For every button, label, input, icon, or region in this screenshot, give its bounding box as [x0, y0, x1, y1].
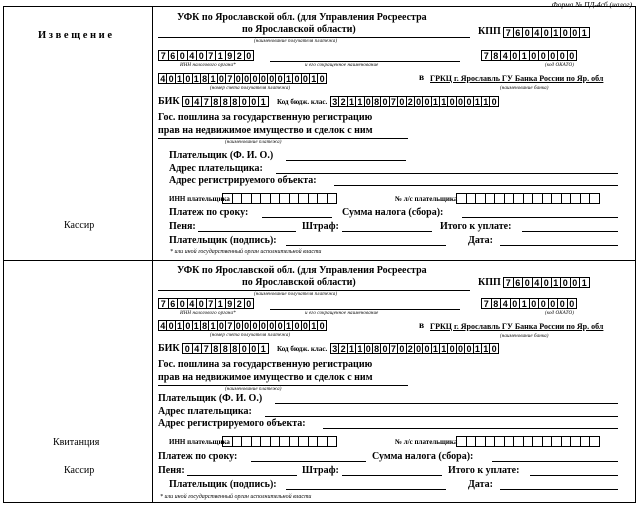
kpp-digit[interactable]: 6	[513, 277, 524, 288]
payment-due-label: Платеж по сроку:	[169, 207, 249, 218]
purpose-underline	[158, 385, 408, 386]
payer-inn-cells	[222, 436, 336, 447]
bank-name: ГРКЦ г. Ярославль ГУ Банка России по Яр. обл	[430, 322, 604, 331]
okato-caption: (код ОКАТО)	[545, 63, 574, 68]
tax-amount-line[interactable]	[492, 461, 618, 462]
inn-digit[interactable]: 6	[168, 298, 179, 309]
account-digit[interactable]: 4	[158, 320, 167, 331]
account-digit[interactable]: 1	[284, 320, 293, 331]
recipient-line2: по Ярославской области)	[242, 24, 356, 35]
kbk-digit[interactable]: 0	[447, 343, 456, 354]
okato-digit[interactable]: 0	[529, 50, 540, 61]
receipt-title: Квитанция	[53, 437, 100, 448]
kbk-digit[interactable]: 1	[355, 96, 364, 107]
account-digit[interactable]: 0	[242, 73, 251, 84]
payer-line[interactable]	[275, 403, 618, 404]
kpp-digit[interactable]: 6	[513, 27, 524, 38]
short-name-line	[270, 61, 460, 62]
payment-due-line[interactable]	[262, 217, 332, 218]
kpp-digit[interactable]: 1	[579, 27, 590, 38]
kbk-digit[interactable]: 0	[464, 96, 473, 107]
okato-digit[interactable]: 8	[491, 298, 502, 309]
bik-digit[interactable]: 0	[249, 343, 260, 354]
payer-account-label: № л/с плательщика	[395, 195, 458, 203]
kbk-cells	[330, 343, 498, 354]
signature-line[interactable]	[286, 245, 446, 246]
account-cells	[158, 73, 326, 84]
bik-digit[interactable]: 7	[201, 96, 212, 107]
account-digit[interactable]: 1	[192, 73, 201, 84]
payer-inn-cell[interactable]	[327, 436, 338, 447]
account-digit[interactable]: 0	[250, 73, 259, 84]
kbk-digit[interactable]: 1	[347, 96, 356, 107]
bik-digit[interactable]: 0	[182, 343, 193, 354]
kbk-digit[interactable]: 0	[456, 96, 465, 107]
account-digit[interactable]: 0	[166, 320, 175, 331]
okato-digit[interactable]: 1	[519, 50, 530, 61]
short-name-line	[270, 309, 460, 310]
object-address-line[interactable]	[334, 185, 618, 186]
bik-cells	[182, 343, 268, 354]
fine-line[interactable]	[342, 231, 432, 232]
signature-label: Плательщик (подпись):	[169, 235, 277, 246]
purpose-line1: Гос. пошлина за государственную регистрацию	[158, 112, 373, 123]
account-digit[interactable]: 0	[275, 320, 284, 331]
kbk-digit[interactable]: 0	[414, 343, 423, 354]
account-digit[interactable]: 0	[259, 320, 268, 331]
date-label: Дата:	[468, 479, 493, 490]
account-digit[interactable]: 0	[292, 73, 301, 84]
inn-digit[interactable]: 7	[206, 298, 217, 309]
payment-due-line[interactable]	[251, 461, 366, 462]
kbk-digit[interactable]: 2	[406, 343, 415, 354]
account-digit[interactable]: 0	[166, 73, 175, 84]
kbk-digit[interactable]: 1	[431, 96, 440, 107]
account-digit[interactable]: 0	[242, 320, 251, 331]
kbk-digit[interactable]: 1	[481, 343, 490, 354]
bik-digit[interactable]: 8	[220, 343, 231, 354]
tax-amount-label: Сумма налога (сбора):	[342, 207, 444, 218]
account-digit[interactable]: 0	[259, 73, 268, 84]
kpp-label: КПП	[478, 26, 501, 37]
kpp-digit[interactable]: 7	[503, 27, 514, 38]
inn-cells	[158, 50, 253, 61]
kpp-digit[interactable]: 4	[532, 27, 543, 38]
inn-digit[interactable]: 0	[177, 298, 188, 309]
kpp-digit[interactable]: 0	[570, 27, 581, 38]
bank-name: ГРКЦ г. Ярославль ГУ Банка России по Яр. обл	[430, 74, 604, 83]
account-digit[interactable]: 0	[301, 320, 310, 331]
signature-label: Плательщик (подпись):	[169, 479, 277, 490]
purpose-caption: (наименование платежа)	[225, 387, 282, 392]
inn-digit[interactable]: 2	[234, 298, 245, 309]
payer-address-label: Адрес плательщика:	[169, 163, 263, 174]
kbk-digit[interactable]: 8	[372, 343, 381, 354]
kbk-digit[interactable]: 7	[389, 96, 398, 107]
footnote: * или иной государственный орган исполнительной власти	[170, 249, 322, 255]
bik-digit[interactable]: 0	[249, 96, 260, 107]
short-name-caption: и его сокращенное наименование	[305, 311, 379, 316]
kpp-digit[interactable]: 4	[532, 277, 543, 288]
kbk-digit[interactable]: 8	[372, 96, 381, 107]
bank-caption: (наименование банка)	[500, 334, 549, 339]
payer-account-cells	[456, 436, 599, 447]
kpp-digit[interactable]: 1	[551, 277, 562, 288]
bank-caption: (наименование банка)	[500, 86, 549, 91]
kbk-digit[interactable]: 0	[397, 96, 406, 107]
payer-inn-cells	[222, 193, 336, 204]
payment-due-label: Платеж по сроку:	[158, 451, 238, 462]
inn-digit[interactable]: 0	[244, 50, 255, 61]
payer-label: Плательщик (Ф. И. О.)	[169, 150, 274, 161]
okato-digit[interactable]: 0	[567, 50, 578, 61]
kpp-digit[interactable]: 7	[503, 277, 514, 288]
kbk-digit[interactable]: 0	[364, 343, 373, 354]
payer-account-cell[interactable]	[589, 193, 600, 204]
account-digit[interactable]: 0	[275, 73, 284, 84]
okato-cells	[481, 298, 576, 309]
recipient-line1: УФК по Ярославской обл. (для Управления Росреестра	[177, 12, 427, 23]
inn-digit[interactable]: 7	[158, 50, 169, 61]
kbk-digit[interactable]: 0	[422, 96, 431, 107]
kbk-digit[interactable]: 0	[422, 343, 431, 354]
account-digit[interactable]: 7	[225, 73, 234, 84]
object-address-label: Адрес регистрируемого объекта:	[158, 418, 306, 429]
inn-digit[interactable]: 9	[225, 50, 236, 61]
okato-digit[interactable]: 4	[500, 298, 511, 309]
account-digit[interactable]: 0	[292, 320, 301, 331]
kbk-digit[interactable]: 0	[489, 96, 498, 107]
account-digit[interactable]: 8	[200, 73, 209, 84]
payer-inn-cell[interactable]	[327, 193, 338, 204]
payer-account-cells	[456, 193, 599, 204]
inn-digit[interactable]: 1	[215, 298, 226, 309]
kpp-digit[interactable]: 0	[560, 27, 571, 38]
payer-account-label: № л/с плательщика	[395, 438, 458, 446]
penalty-line[interactable]	[198, 231, 296, 232]
bik-cells	[182, 96, 268, 107]
total-label: Итого к уплате:	[448, 465, 520, 476]
account-digit[interactable]: 1	[309, 73, 318, 84]
notice-cashier: Кассир	[64, 220, 95, 231]
bik-digit[interactable]: 8	[230, 343, 241, 354]
kpp-digit[interactable]: 0	[541, 277, 552, 288]
account-digit[interactable]: 0	[234, 320, 243, 331]
okato-digit[interactable]: 8	[491, 50, 502, 61]
payer-label: Плательщик (Ф. И. О.)	[158, 393, 263, 404]
okato-digit[interactable]: 0	[538, 50, 549, 61]
account-digit[interactable]: 0	[301, 73, 310, 84]
kbk-digit[interactable]: 2	[338, 343, 347, 354]
kbk-digit[interactable]: 2	[338, 96, 347, 107]
bik-label: БИК	[158, 96, 180, 107]
date-line[interactable]	[500, 245, 618, 246]
inn-caption: ИНН налогового органа*	[180, 63, 236, 68]
tax-amount-label: Сумма налога (сбора):	[372, 451, 474, 462]
penalty-label: Пеня:	[169, 221, 196, 232]
inn-digit[interactable]: 2	[234, 50, 245, 61]
inn-digit[interactable]: 6	[168, 50, 179, 61]
payer-address-line[interactable]	[265, 416, 618, 417]
account-digit[interactable]: 0	[267, 320, 276, 331]
inn-digit[interactable]: 4	[187, 298, 198, 309]
okato-digit[interactable]: 7	[481, 50, 492, 61]
purpose-line1: Гос. пошлина за государственную регистрацию	[158, 359, 373, 370]
kbk-digit[interactable]: 7	[389, 343, 398, 354]
account-digit[interactable]: 0	[217, 320, 226, 331]
account-digit[interactable]: 4	[158, 73, 167, 84]
account-digit[interactable]: 0	[234, 73, 243, 84]
recipient-line1: УФК по Ярославской обл. (для Управления Росреестра	[177, 265, 427, 276]
account-digit[interactable]: 0	[250, 320, 259, 331]
purpose-line2: прав на недвижимое имущество и сделок с ним	[158, 372, 373, 383]
bik-digit[interactable]: 8	[220, 96, 231, 107]
recipient-line2: по Ярославской области)	[242, 277, 356, 288]
account-digit[interactable]: 0	[317, 320, 326, 331]
kpp-digit[interactable]: 1	[551, 27, 562, 38]
bik-digit[interactable]: 4	[192, 343, 203, 354]
object-address-label: Адрес регистрируемого объекта:	[169, 175, 317, 186]
bik-digit[interactable]: 0	[239, 96, 250, 107]
inn-digit[interactable]: 1	[215, 50, 226, 61]
bik-digit[interactable]: 1	[258, 96, 269, 107]
kbk-digit[interactable]: 1	[481, 96, 490, 107]
kbk-digit[interactable]: 0	[414, 96, 423, 107]
bik-digit[interactable]: 8	[211, 96, 222, 107]
fine-label: Штраф:	[302, 465, 339, 476]
inn-digit[interactable]: 0	[244, 298, 255, 309]
short-name-caption: и его сокращенное наименование	[305, 63, 379, 68]
okato-digit[interactable]: 4	[500, 50, 511, 61]
inn-digit[interactable]: 0	[196, 298, 207, 309]
account-caption: (номер счета получателя платежа)	[210, 86, 291, 91]
kpp-cells	[503, 27, 589, 38]
kbk-digit[interactable]: 1	[439, 96, 448, 107]
kpp-digit[interactable]: 0	[570, 277, 581, 288]
okato-digit[interactable]: 0	[567, 298, 578, 309]
payer-account-cell[interactable]	[589, 436, 600, 447]
kpp-digit[interactable]: 0	[560, 277, 571, 288]
account-digit[interactable]: 1	[208, 73, 217, 84]
account-caption: (номер счета получателя платежа)	[210, 333, 291, 338]
account-digit[interactable]: 8	[200, 320, 209, 331]
signature-line[interactable]	[286, 489, 446, 490]
bik-digit[interactable]: 8	[211, 343, 222, 354]
tax-amount-line[interactable]	[462, 217, 618, 218]
inn-cells	[158, 298, 253, 309]
kbk-digit[interactable]: 0	[380, 96, 389, 107]
kpp-digit[interactable]: 1	[579, 277, 590, 288]
account-digit[interactable]: 1	[284, 73, 293, 84]
kbk-cells	[330, 96, 498, 107]
okato-digit[interactable]: 1	[519, 298, 530, 309]
account-digit[interactable]: 1	[309, 320, 318, 331]
receipt-cashier: Кассир	[64, 465, 95, 476]
kpp-cells	[503, 277, 589, 288]
account-digit[interactable]: 1	[175, 320, 184, 331]
date-line[interactable]	[500, 489, 618, 490]
bik-digit[interactable]: 1	[258, 343, 269, 354]
kbk-digit[interactable]: 1	[439, 343, 448, 354]
receipt-section	[0, 253, 640, 506]
footnote: * или иной государственный орган исполнительной власти	[160, 494, 312, 500]
total-line[interactable]	[522, 231, 618, 232]
kbk-digit[interactable]: 0	[380, 343, 389, 354]
account-digit[interactable]: 1	[192, 320, 201, 331]
account-cells	[158, 320, 326, 331]
kpp-label: КПП	[478, 277, 501, 288]
inn-digit[interactable]: 7	[158, 298, 169, 309]
okato-digit[interactable]: 0	[538, 298, 549, 309]
inn-caption: ИНН налогового органа*	[180, 311, 236, 316]
okato-digit[interactable]: 0	[529, 298, 540, 309]
inn-digit[interactable]: 0	[196, 50, 207, 61]
total-label: Итого к уплате:	[440, 221, 512, 232]
fine-label: Штраф:	[302, 221, 339, 232]
purpose-line2: прав на недвижимое имущество и сделок с ним	[158, 125, 373, 136]
kbk-digit[interactable]: 1	[355, 343, 364, 354]
kbk-label: Код бюдж. клас.	[277, 98, 328, 106]
recipient-caption: (наименование получателя платежа)	[254, 39, 338, 44]
purpose-underline	[158, 138, 408, 139]
okato-digit[interactable]: 7	[481, 298, 492, 309]
kbk-digit[interactable]: 1	[473, 96, 482, 107]
form-number: Форма № ПД-4сб (налог)	[551, 0, 632, 9]
bik-digit[interactable]: 8	[230, 96, 241, 107]
penalty-line[interactable]	[187, 475, 297, 476]
account-digit[interactable]: 0	[267, 73, 276, 84]
date-label: Дата:	[468, 235, 493, 246]
kbk-digit[interactable]: 0	[489, 343, 498, 354]
okato-digit[interactable]: 0	[510, 50, 521, 61]
account-digit[interactable]: 0	[183, 73, 192, 84]
inn-digit[interactable]: 7	[206, 50, 217, 61]
kbk-digit[interactable]: 2	[406, 96, 415, 107]
bik-digit[interactable]: 0	[239, 343, 250, 354]
bik-digit[interactable]: 7	[201, 343, 212, 354]
payer-address-label: Адрес плательщика:	[158, 406, 252, 417]
purpose-caption: (наименование платежа)	[225, 140, 282, 145]
recipient-underline	[158, 290, 470, 291]
bank-in: в	[419, 321, 425, 331]
inn-digit[interactable]: 4	[187, 50, 198, 61]
okato-digit[interactable]: 0	[548, 50, 559, 61]
account-digit[interactable]: 1	[175, 73, 184, 84]
account-digit[interactable]: 0	[217, 73, 226, 84]
account-digit[interactable]: 1	[208, 320, 217, 331]
fine-line[interactable]	[342, 475, 442, 476]
account-digit[interactable]: 7	[225, 320, 234, 331]
kbk-digit[interactable]: 1	[347, 343, 356, 354]
okato-digit[interactable]: 0	[510, 298, 521, 309]
okato-digit[interactable]: 0	[557, 298, 568, 309]
okato-cells	[481, 50, 576, 61]
kbk-digit[interactable]: 3	[330, 343, 339, 354]
kbk-digit[interactable]: 0	[456, 343, 465, 354]
total-line[interactable]	[530, 475, 618, 476]
kpp-digit[interactable]: 0	[541, 27, 552, 38]
payer-line[interactable]	[286, 160, 406, 161]
payer-address-line[interactable]	[276, 173, 618, 174]
account-digit[interactable]: 0	[317, 73, 326, 84]
bik-label: БИК	[158, 343, 180, 354]
object-address-line[interactable]	[323, 428, 618, 429]
kpp-digit[interactable]: 0	[522, 277, 533, 288]
bank-in: в	[419, 73, 425, 83]
kbk-digit[interactable]: 0	[397, 343, 406, 354]
kpp-digit[interactable]: 0	[522, 27, 533, 38]
penalty-label: Пеня:	[158, 465, 185, 476]
recipient-caption: (наименование получателя платежа)	[254, 292, 338, 297]
bik-digit[interactable]: 0	[182, 96, 193, 107]
okato-digit[interactable]: 0	[557, 50, 568, 61]
kbk-digit[interactable]: 0	[447, 96, 456, 107]
okato-digit[interactable]: 0	[548, 298, 559, 309]
payer-inn-label: ИНН плательщика	[169, 195, 230, 203]
kbk-digit[interactable]: 1	[473, 343, 482, 354]
kbk-digit[interactable]: 0	[464, 343, 473, 354]
recipient-underline	[158, 37, 470, 38]
inn-digit[interactable]: 0	[177, 50, 188, 61]
bik-digit[interactable]: 4	[192, 96, 203, 107]
kbk-digit[interactable]: 3	[330, 96, 339, 107]
kbk-digit[interactable]: 1	[431, 343, 440, 354]
payer-inn-label: ИНН плательщика	[169, 438, 230, 446]
account-digit[interactable]: 0	[183, 320, 192, 331]
inn-digit[interactable]: 9	[225, 298, 236, 309]
notice-title: И з в е щ е н и е	[38, 30, 113, 41]
kbk-digit[interactable]: 0	[364, 96, 373, 107]
okato-caption: (код ОКАТО)	[545, 311, 574, 316]
kbk-label: Код бюдж. клас.	[277, 345, 328, 353]
